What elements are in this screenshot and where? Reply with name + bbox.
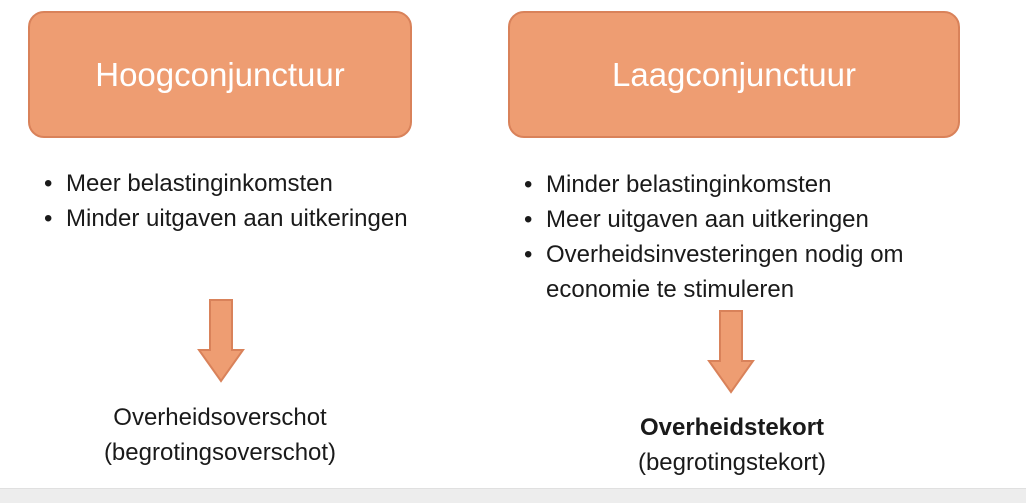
hoogconjunctuur-title: Hoogconjunctuur <box>95 55 345 93</box>
bottom-strip <box>0 488 1026 503</box>
hoogconjunctuur-box <box>28 11 412 138</box>
laagconjunctuur-bullet-list <box>516 167 976 307</box>
overschot-result <box>40 400 400 470</box>
laagconjunctuur-title: Laagconjunctuur <box>611 55 857 93</box>
bullet-item: • Minder uitgaven aan uitkeringen <box>36 201 416 236</box>
result-subtitle: (begrotingsoverschot) <box>103 439 337 466</box>
down-arrow-shape <box>709 311 753 392</box>
laagconjunctuur-box <box>508 11 960 138</box>
hoogconjunctuur-bullet-list <box>36 166 416 236</box>
result-title: Overheidstekort <box>639 414 825 441</box>
bullet-item: • Meer belastinginkomsten <box>36 166 416 201</box>
result-subtitle: (begrotingstekort) <box>637 449 827 476</box>
down-arrow-shape <box>199 300 243 381</box>
tekort-result <box>552 410 912 480</box>
result-title: Overheidsoverschot <box>113 404 327 431</box>
down-arrow-icon <box>197 299 245 383</box>
bullet-item: • Minder belastinginkomsten <box>516 167 976 202</box>
bullet-item: • Overheidsinvesteringen nodig om economie te stimuleren <box>516 237 966 307</box>
bullet-item: • Meer uitgaven aan uitkeringen <box>516 202 976 237</box>
down-arrow-icon <box>707 310 755 394</box>
